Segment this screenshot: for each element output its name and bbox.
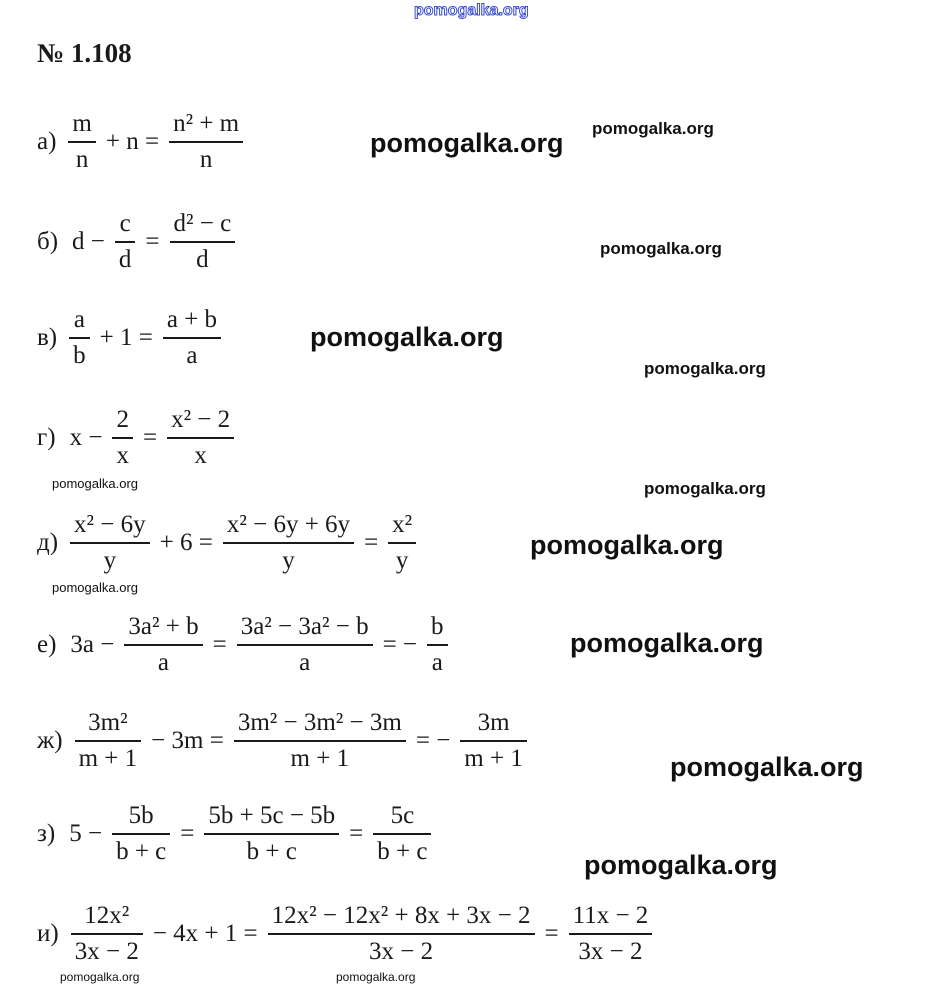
- problem-title: № 1.108: [37, 38, 132, 68]
- item-label: в): [37, 324, 58, 351]
- fraction: [69, 306, 90, 370]
- numerator: n² + m: [173, 110, 240, 137]
- item-label: е): [37, 631, 57, 658]
- numerator: 5b + 5c − 5b: [208, 802, 336, 829]
- denominator: m + 1: [75, 740, 142, 773]
- item-label: д): [37, 529, 59, 556]
- expression-text: =: [180, 820, 195, 847]
- denominator: a: [124, 644, 202, 677]
- item-label: з): [37, 820, 56, 847]
- expression-text: + 1 =: [99, 324, 153, 351]
- denominator: b + c: [112, 833, 170, 866]
- expression-text: =: [145, 228, 160, 255]
- denominator: n: [169, 141, 243, 174]
- watermark: pomogalka.org: [60, 970, 140, 984]
- fraction: [71, 902, 143, 966]
- fraction: [167, 406, 234, 470]
- fraction: [112, 802, 170, 866]
- expression-text: =: [364, 529, 379, 556]
- numerator: x² − 2: [171, 406, 231, 433]
- equation-line: [37, 709, 531, 773]
- expression-text: = −: [382, 631, 418, 658]
- expression-text: x −: [69, 424, 103, 451]
- numerator: 5c: [390, 802, 415, 829]
- expression-text: + 6 =: [159, 529, 213, 556]
- equation-line: [37, 210, 239, 274]
- denominator: x: [167, 437, 234, 470]
- denominator: x: [112, 437, 133, 470]
- fraction: [68, 110, 95, 174]
- denominator: b: [69, 337, 90, 370]
- numerator: c: [119, 210, 131, 237]
- denominator: y: [70, 542, 150, 575]
- denominator: a: [237, 644, 373, 677]
- numerator: 5b: [128, 802, 154, 829]
- fraction: [75, 709, 142, 773]
- denominator: d: [115, 241, 136, 274]
- fraction: [70, 511, 150, 575]
- denominator: a: [163, 337, 221, 370]
- watermark-top: pomogalka.org: [414, 2, 529, 19]
- expression-text: − 4x + 1 =: [152, 920, 258, 947]
- expression-text: 3a −: [70, 631, 115, 658]
- fraction: [388, 511, 416, 575]
- numerator: a + b: [166, 306, 218, 333]
- fraction: [268, 902, 535, 966]
- fraction: [163, 306, 221, 370]
- numerator: x²: [392, 511, 413, 538]
- watermark: pomogalka.org: [370, 128, 564, 158]
- fraction: [569, 902, 653, 966]
- denominator: 3x − 2: [569, 933, 653, 966]
- fraction: [234, 709, 406, 773]
- expression-text: + n =: [105, 128, 160, 155]
- watermark: pomogalka.org: [310, 322, 504, 352]
- denominator: b + c: [373, 833, 431, 866]
- watermark: pomogalka.org: [52, 580, 138, 595]
- equation-line: [37, 902, 656, 966]
- numerator: 3m²: [88, 709, 128, 736]
- watermark: pomogalka.org: [592, 119, 714, 138]
- item-label: и): [37, 920, 59, 947]
- fraction: [112, 406, 133, 470]
- equation-line: [37, 613, 452, 677]
- denominator: n: [68, 141, 95, 174]
- denominator: b + c: [204, 833, 339, 866]
- fraction: [373, 802, 431, 866]
- expression-text: =: [212, 631, 227, 658]
- watermark: pomogalka.org: [52, 476, 138, 491]
- numerator: 12x² − 12x² + 8x + 3x − 2: [271, 902, 531, 929]
- numerator: x² − 6y + 6y: [226, 511, 351, 538]
- fraction: [460, 709, 527, 773]
- watermark: pomogalka.org: [570, 628, 764, 658]
- expression-text: = −: [415, 727, 451, 754]
- watermark: pomogalka.org: [530, 530, 724, 560]
- expression-text: =: [349, 820, 364, 847]
- numerator: a: [73, 306, 85, 333]
- item-label: б): [37, 228, 59, 255]
- numerator: 3m² − 3m² − 3m: [237, 709, 402, 736]
- fraction: [223, 511, 354, 575]
- equation-line: [37, 306, 225, 370]
- watermark: pomogalka.org: [644, 479, 766, 498]
- fraction: [170, 210, 236, 274]
- numerator: 11x − 2: [572, 902, 649, 929]
- expression-text: d −: [72, 228, 105, 255]
- item-label: г): [37, 424, 56, 451]
- denominator: y: [388, 542, 416, 575]
- numerator: 3a² − 3a² − b: [240, 613, 369, 640]
- item-label: а): [37, 128, 57, 155]
- fraction: [427, 613, 448, 677]
- fraction: [237, 613, 373, 677]
- watermark: pomogalka.org: [600, 239, 722, 258]
- fraction: [115, 210, 136, 274]
- numerator: m: [72, 110, 92, 137]
- numerator: 12x²: [84, 902, 130, 929]
- equation-line: [37, 511, 420, 575]
- equation-line: [37, 802, 435, 866]
- item-label: ж): [37, 727, 63, 754]
- watermark: pomogalka.org: [336, 970, 416, 984]
- numerator: 3m: [477, 709, 510, 736]
- expression-text: =: [142, 424, 158, 451]
- fraction: [169, 110, 243, 174]
- numerator: x² − 6y: [74, 511, 146, 538]
- watermark: pomogalka.org: [670, 752, 864, 782]
- denominator: d: [170, 241, 236, 274]
- denominator: m + 1: [234, 740, 406, 773]
- denominator: 3x − 2: [268, 933, 535, 966]
- denominator: a: [427, 644, 448, 677]
- expression-text: =: [544, 920, 559, 947]
- numerator: 3a² + b: [128, 613, 199, 640]
- watermark: pomogalka.org: [644, 359, 766, 378]
- equation-line: [37, 110, 247, 174]
- numerator: d² − c: [173, 210, 232, 237]
- numerator: b: [431, 613, 444, 640]
- denominator: y: [223, 542, 354, 575]
- denominator: m + 1: [460, 740, 527, 773]
- fraction: [124, 613, 202, 677]
- equation-line: [37, 406, 238, 470]
- numerator: 2: [116, 406, 129, 433]
- expression-text: − 3m =: [151, 727, 224, 754]
- expression-text: 5 −: [69, 820, 103, 847]
- denominator: 3x − 2: [71, 933, 143, 966]
- watermark: pomogalka.org: [584, 850, 778, 880]
- fraction: [204, 802, 339, 866]
